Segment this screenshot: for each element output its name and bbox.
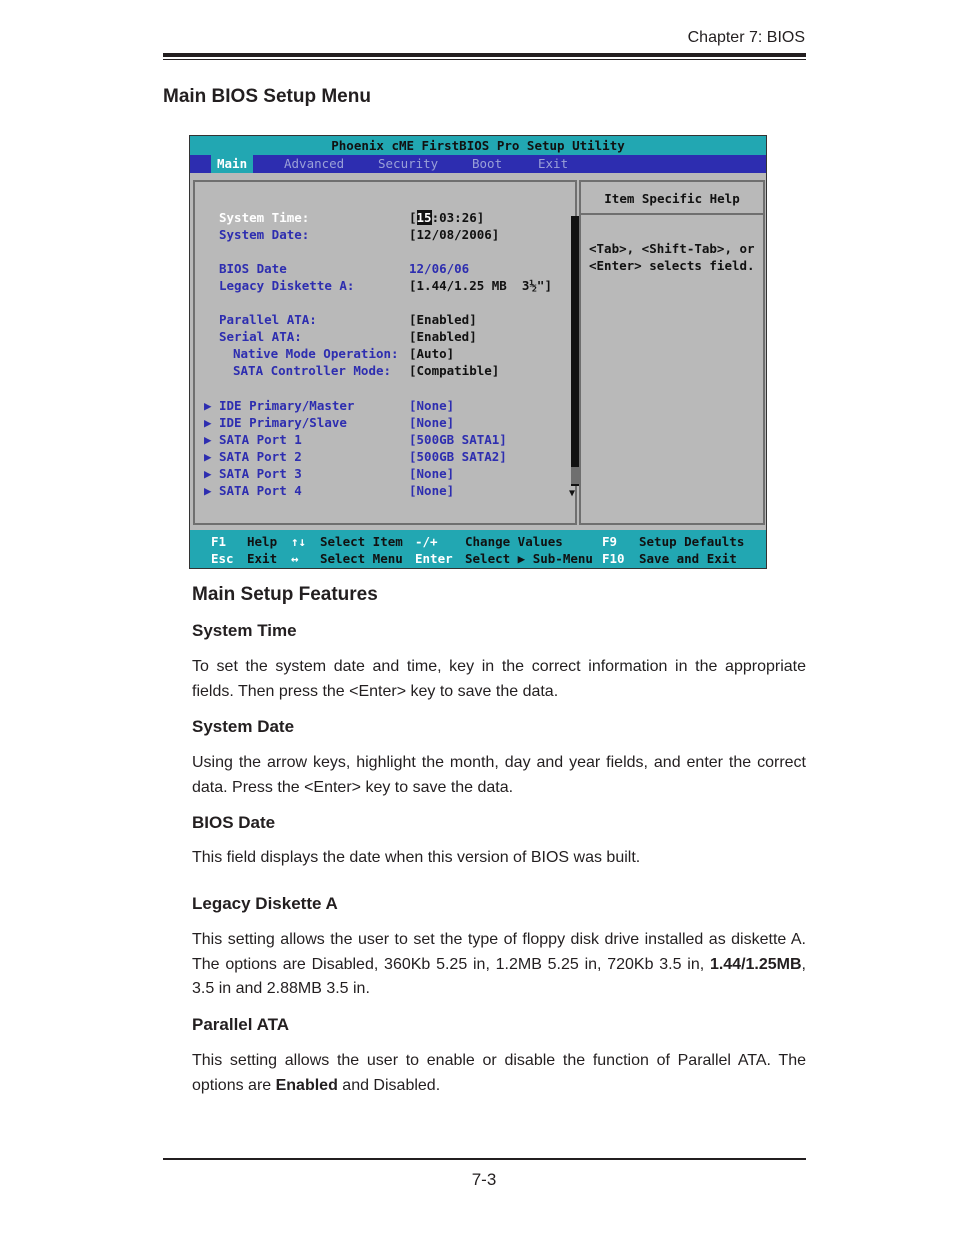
row-sata-port4-label[interactable]: SATA Port 4 [219, 483, 302, 498]
key-plusminus-desc: Change Values [465, 534, 563, 549]
row-legacy-diskette-label[interactable]: Legacy Diskette A: [219, 278, 355, 293]
heading-parallel-ata: Parallel ATA [192, 1015, 289, 1034]
row-sata-port2-label[interactable]: SATA Port 2 [219, 449, 302, 464]
key-esc-desc: Exit [247, 551, 278, 566]
tab-boot[interactable]: Boot [472, 156, 503, 171]
key-enter: Enter [415, 551, 453, 566]
row-serial-ata-label[interactable]: Serial ATA: [219, 329, 302, 344]
key-updown: ↑↓ [291, 534, 307, 549]
row-sata-port3-label[interactable]: SATA Port 3 [219, 466, 302, 481]
row-ide-master-value[interactable]: [None] [409, 398, 455, 413]
section-title: Main BIOS Setup Menu [163, 86, 371, 107]
row-sata-controller-label[interactable]: SATA Controller Mode: [233, 363, 392, 378]
bios-help-panel [579, 180, 765, 525]
scrollbar-track[interactable] [571, 216, 579, 486]
submenu-arrow-icon: ▶ [204, 398, 212, 413]
heading-system-date: System Date [192, 717, 295, 736]
tab-security[interactable]: Security [378, 156, 439, 171]
tab-advanced[interactable]: Advanced [284, 156, 345, 171]
para-parallel-ata: This setting allows the user to enable or disable the function of Parallel ATA. The options are Enabled and Disabled. [192, 1052, 806, 1094]
row-ide-slave-label[interactable]: IDE Primary/Slave [219, 415, 347, 430]
key-f9-desc: Setup Defaults [639, 534, 745, 549]
key-leftright: ↔ [291, 551, 299, 566]
scroll-down-icon[interactable]: ▼ [569, 488, 576, 499]
tab-exit[interactable]: Exit [538, 156, 569, 171]
help-text: <Tab>, <Shift-Tab>, or <Enter> selects field. [589, 241, 755, 274]
bios-title: Phoenix cME FirstBIOS Pro Setup Utility [190, 136, 766, 155]
tab-main[interactable]: Main [211, 155, 253, 173]
heading-legacy-diskette: Legacy Diskette A [192, 894, 338, 913]
row-sata-port4-value[interactable]: [None] [409, 483, 455, 498]
bios-settings-panel [193, 180, 577, 525]
key-plusminus: -/+ [415, 534, 438, 549]
para-legacy-diskette: This setting allows the user to set the type of floppy disk drive installed as diskette A. The options are Disabled, 360Kb 5.25 in, 1.2MB 5.25 in, 720Kb 3.5 in, 1.44/1.25MB, 3.5 in and 2.88MB 3.5 in. [192, 931, 806, 997]
key-f1: F1 [211, 534, 227, 549]
header-rule-thin [163, 59, 806, 60]
row-ide-master-label[interactable]: IDE Primary/Master [219, 398, 355, 413]
page-number: 7-3 [471, 1170, 497, 1189]
row-system-date-label[interactable]: System Date: [219, 227, 310, 242]
para-bios-date: This field displays the date when this version of BIOS was built. [192, 849, 641, 866]
para-system-time: To set the system date and time, key in the correct information in the appropriate fields. Then press the <Enter> key to save the data. [192, 658, 806, 700]
submenu-arrow-icon: ▶ [204, 449, 212, 464]
submenu-arrow-icon: ▶ [204, 466, 212, 481]
key-f9: F9 [602, 534, 618, 549]
bios-screen [189, 135, 767, 569]
row-sata-controller-value[interactable]: [Compatible] [409, 363, 500, 378]
row-native-mode-value[interactable]: [Auto] [409, 346, 455, 361]
help-title: Item Specific Help [581, 182, 763, 215]
row-sata-port3-value[interactable]: [None] [409, 466, 455, 481]
submenu-arrow-icon: ▶ [204, 415, 212, 430]
row-bios-date-label: BIOS Date [219, 261, 287, 276]
row-system-time-label[interactable]: System Time: [219, 210, 310, 225]
row-serial-ata-value[interactable]: [Enabled] [409, 329, 477, 344]
row-ide-slave-value[interactable]: [None] [409, 415, 455, 430]
key-f10-desc: Save and Exit [639, 551, 737, 566]
heading-bios-date: BIOS Date [192, 813, 276, 832]
header-rule-thick [163, 53, 806, 57]
bios-menu-bar [190, 155, 766, 173]
para-system-date: Using the arrow keys, highlight the month, day and year fields, and enter the correct data. Press the <Enter> key to save the data. [192, 754, 806, 796]
row-legacy-diskette-value[interactable]: [1.44/1.25 MB 3½"] [409, 278, 552, 293]
bios-body [190, 173, 766, 525]
row-sata-port2-value[interactable]: [500GB SATA2] [409, 449, 507, 464]
submenu-arrow-icon: ▶ [204, 432, 212, 447]
key-esc: Esc [211, 551, 234, 566]
row-system-time-value[interactable]: [15:03:26] [409, 210, 485, 225]
row-system-date-value[interactable]: [12/08/2006] [409, 227, 500, 242]
heading-system-time: System Time [192, 621, 297, 640]
row-parallel-ata-label[interactable]: Parallel ATA: [219, 312, 317, 327]
footer-rule [163, 1158, 806, 1160]
row-native-mode-label[interactable]: Native Mode Operation: [233, 346, 399, 361]
key-f10: F10 [602, 551, 625, 566]
row-sata-port1-value[interactable]: [500GB SATA1] [409, 432, 507, 447]
row-parallel-ata-value[interactable]: [Enabled] [409, 312, 477, 327]
scrollbar-thumb[interactable] [571, 467, 579, 484]
bios-key-legend [190, 530, 766, 569]
key-leftright-desc: Select Menu [320, 551, 403, 566]
row-bios-date-value: 12/06/06 [409, 261, 470, 276]
key-enter-desc: Select ▶ Sub-Menu [465, 551, 593, 566]
features-title: Main Setup Features [192, 584, 378, 605]
key-updown-desc: Select Item [320, 534, 403, 549]
chapter-header: Chapter 7: BIOS [687, 29, 805, 46]
key-f1-desc: Help [247, 534, 278, 549]
submenu-arrow-icon: ▶ [204, 483, 212, 498]
row-sata-port1-label[interactable]: SATA Port 1 [219, 432, 302, 447]
time-hour-highlight[interactable]: 15 [416, 210, 432, 225]
